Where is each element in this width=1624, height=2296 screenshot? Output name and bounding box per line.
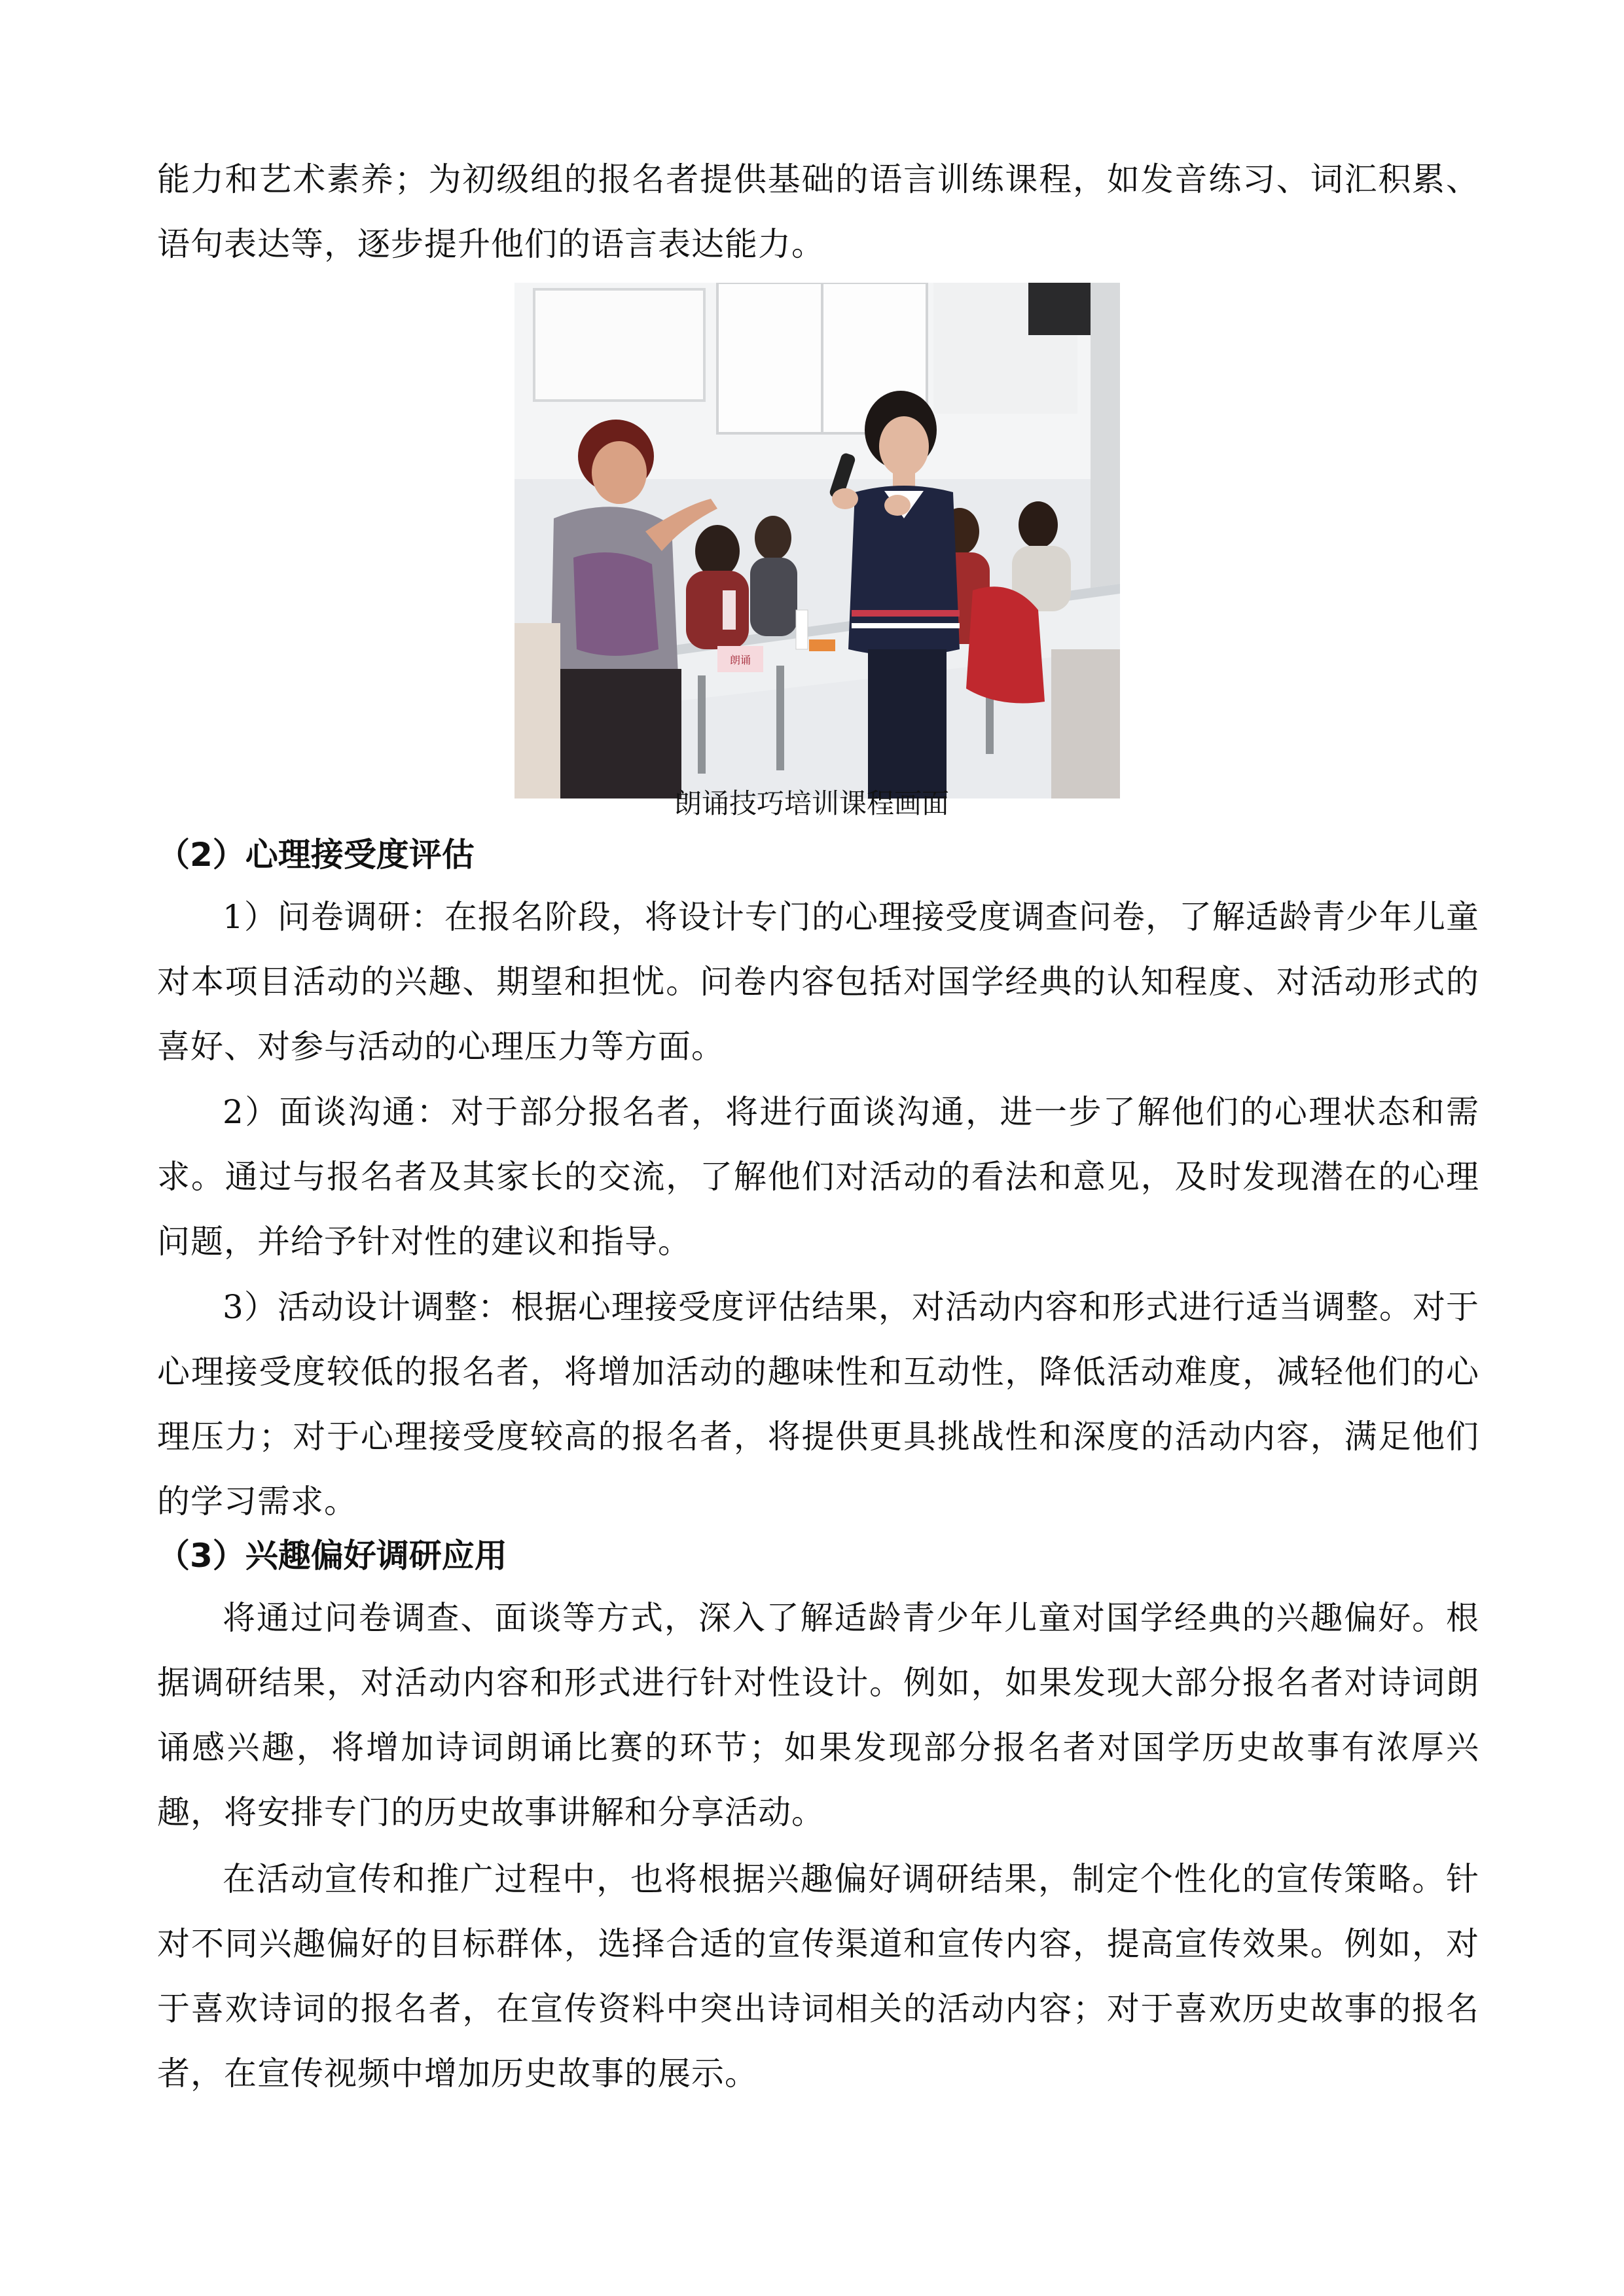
section-3-paragraph-2: 在活动宣传和推广过程中，也将根据兴趣偏好调研结果，制定个性化的宣传策略。针对不同兴趣偏好的目标群体，选择合适的宣传渠道和宣传内容，提高宣传效果。例如，对于喜欢诗词的报名者，在宣传资料中突出诗词相关的活动内容；对于喜欢历史故事的报名者，在宣传视频中增加历史故事的展示。 [157, 1860, 1479, 2092]
table-sign-text: 朗诵 [729, 654, 751, 666]
section-2-paragraph-3: 3）活动设计调整：根据心理接受度评估结果，对活动内容和形式进行适当调整。对于心理接受度较低的报名者，将增加活动的趣味性和互动性，降低活动难度，减轻他们的心理压力；对于心理接受度较高的报名者，将提供更具挑战性和深度的活动内容，满足他们的学习需求。 [157, 1288, 1479, 1520]
intro-paragraph: 能力和艺术素养；为初级组的报名者提供基础的语言训练课程，如发音练习、词汇积累、语句表达等，逐步提升他们的语言表达能力。 [157, 160, 1479, 263]
figure-caption: 朗诵技巧培训课程画面 [674, 787, 949, 819]
section-2-paragraph-2: 2）面谈沟通：对于部分报名者，将进行面谈沟通，进一步了解他们的心理状态和需求。通过与报名者及其家长的交流，了解他们对活动的看法和意见，及时发现潜在的心理问题，并给予针对性的建议和指导。 [157, 1093, 1479, 1261]
section-2-heading: （2）心理接受度评估 [157, 836, 475, 874]
speaker-icon [1028, 283, 1094, 335]
section-3-paragraph-1: 将通过问卷调查、面谈等方式，深入了解适龄青少年儿童对国学经典的兴趣偏好。根据调研结果，对活动内容和形式进行针对性设计。例如，如果发现大部分报名者对诗词朗诵感兴趣，将增加诗词朗诵比赛的环节；如果发现部分报名者对国学历史故事有浓厚兴趣，将安排专门的历史故事讲解和分享活动。 [157, 1599, 1479, 1831]
section-3-heading: （3）兴趣偏好调研应用 [157, 1537, 507, 1575]
section-2-paragraph-1: 1）问卷调研：在报名阶段，将设计专门的心理接受度调查问卷，了解适龄青少年儿童对本项目活动的兴趣、期望和担忧。问卷内容包括对国学经典的认知程度、对活动形式的喜好、对参与活动的心理压力等方面。 [157, 898, 1479, 1066]
training-class-photo [514, 283, 1120, 798]
